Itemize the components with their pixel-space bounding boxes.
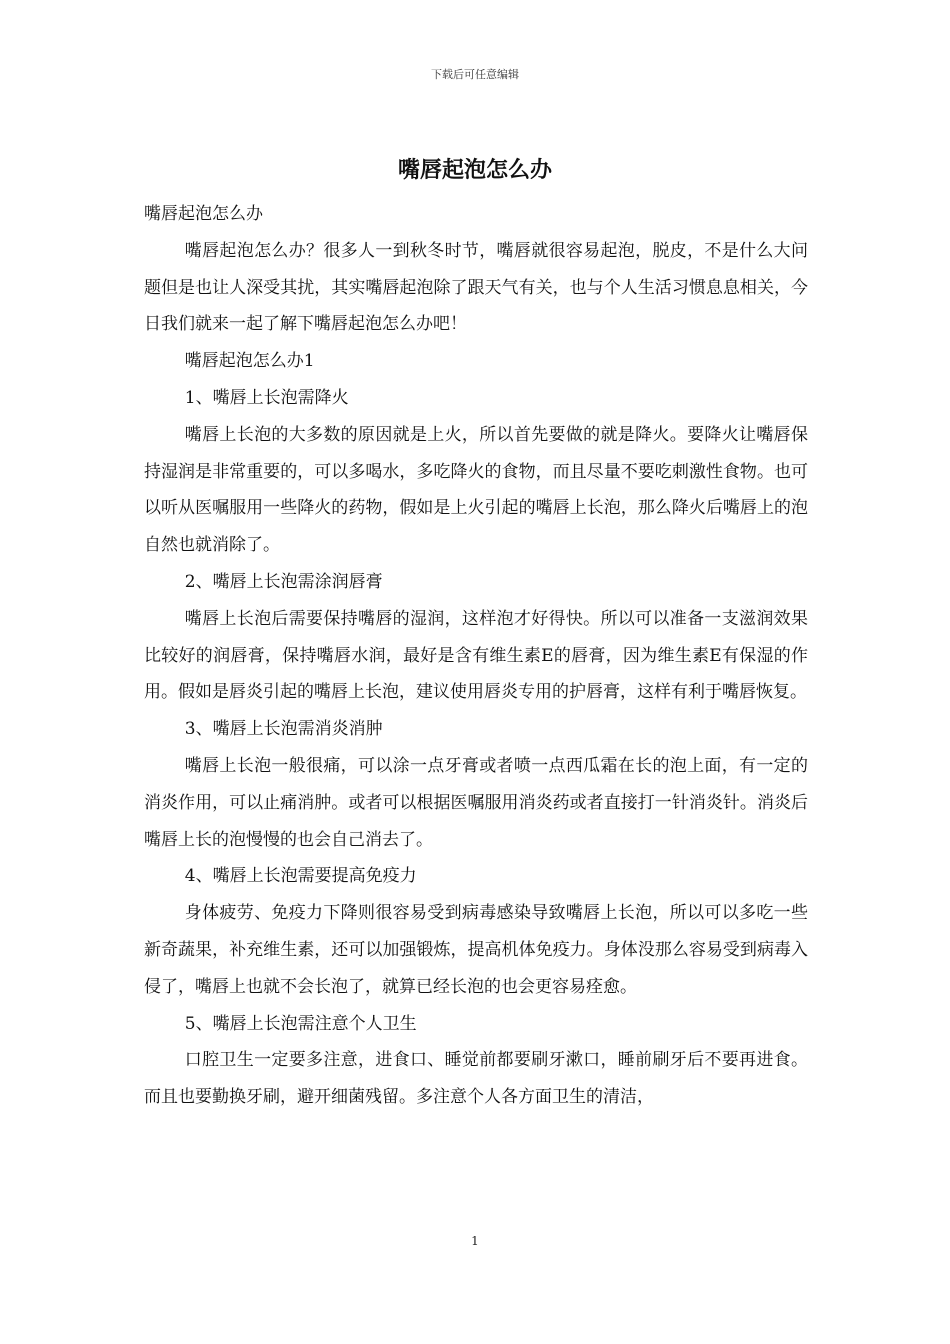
item-heading-5: 5、嘴唇上长泡需注意个人卫生 [184,1013,417,1034]
item-heading-2: 2、嘴唇上长泡需涂润唇膏 [184,571,383,592]
section-heading: 嘴唇起泡怎么办1 [184,351,315,372]
intro-paragraph: 嘴唇起泡怎么办？很多人一到秋冬时节，嘴唇就很容易起泡，脱皮，不是什么大问题但是也让人深受其扰，其实嘴唇起泡除了跟天气有关，也与个人生活习惯息息相关，今日我们就来一起了解下嘴唇起泡怎么办吧！ [144,240,808,335]
item-paragraph-5: 口腔卫生一定要多注意，进食口、睡觉前都要刷牙漱口，睡前刷牙后不要再进食。而且也要勤换牙刷，避开细菌残留。多注意个人各方面卫生的清洁， [144,1050,808,1108]
item-paragraph-2: 嘴唇上长泡后需要保持嘴唇的湿润，这样泡才好得快。所以可以准备一支滋润效果比较好的润唇膏，保持嘴唇水润，最好是含有维生素E的唇膏，因为维生素E有保湿的作用。假如是唇炎引起的嘴唇上长泡，建议使用唇炎专用的护唇膏，这样有利于嘴唇恢复。 [144,608,808,703]
document-body [144,196,808,1116]
page-number: 1 [471,1234,479,1248]
item-heading-3: 3、嘴唇上长泡需消炎消肿 [184,719,383,740]
item-paragraph-1: 嘴唇上长泡的大多数的原因就是上火，所以首先要做的就是降火。要降火让嘴唇保持湿润是非常重要的，可以多喝水，多吃降火的食物，而且尽量不要吃刺激性食物。也可以听从医嘱服用一些降火的药物，假如是上火引起的嘴唇上长泡，那么降火后嘴唇上的泡自然也就消除了。 [144,424,808,556]
item-heading-1: 1、嘴唇上长泡需降火 [184,387,349,408]
item-heading-4: 4、嘴唇上长泡需要提高免疫力 [184,866,417,887]
subtitle-line: 嘴唇起泡怎么办 [144,204,263,224]
item-paragraph-3: 嘴唇上长泡一般很痛，可以涂一点牙膏或者喷一点西瓜霜在长的泡上面，有一定的消炎作用，可以止痛消肿。或者可以根据医嘱服用消炎药或者直接打一针消炎针。消炎后嘴唇上长的泡慢慢的也会自己消去了。 [144,755,808,850]
item-paragraph-4: 身体疲劳、免疫力下降则很容易受到病毒感染导致嘴唇上长泡，所以可以多吃一些新奇蔬果，补充维生素，还可以加强锻炼，提高机体免疫力。身体没那么容易受到病毒入侵了，嘴唇上也就不会长泡了，就算已经长泡的也会更容易痊愈。 [144,903,808,997]
document-title: 嘴唇起泡怎么办 [397,158,552,183]
page-header: 下载后可任意编辑 [431,68,519,81]
